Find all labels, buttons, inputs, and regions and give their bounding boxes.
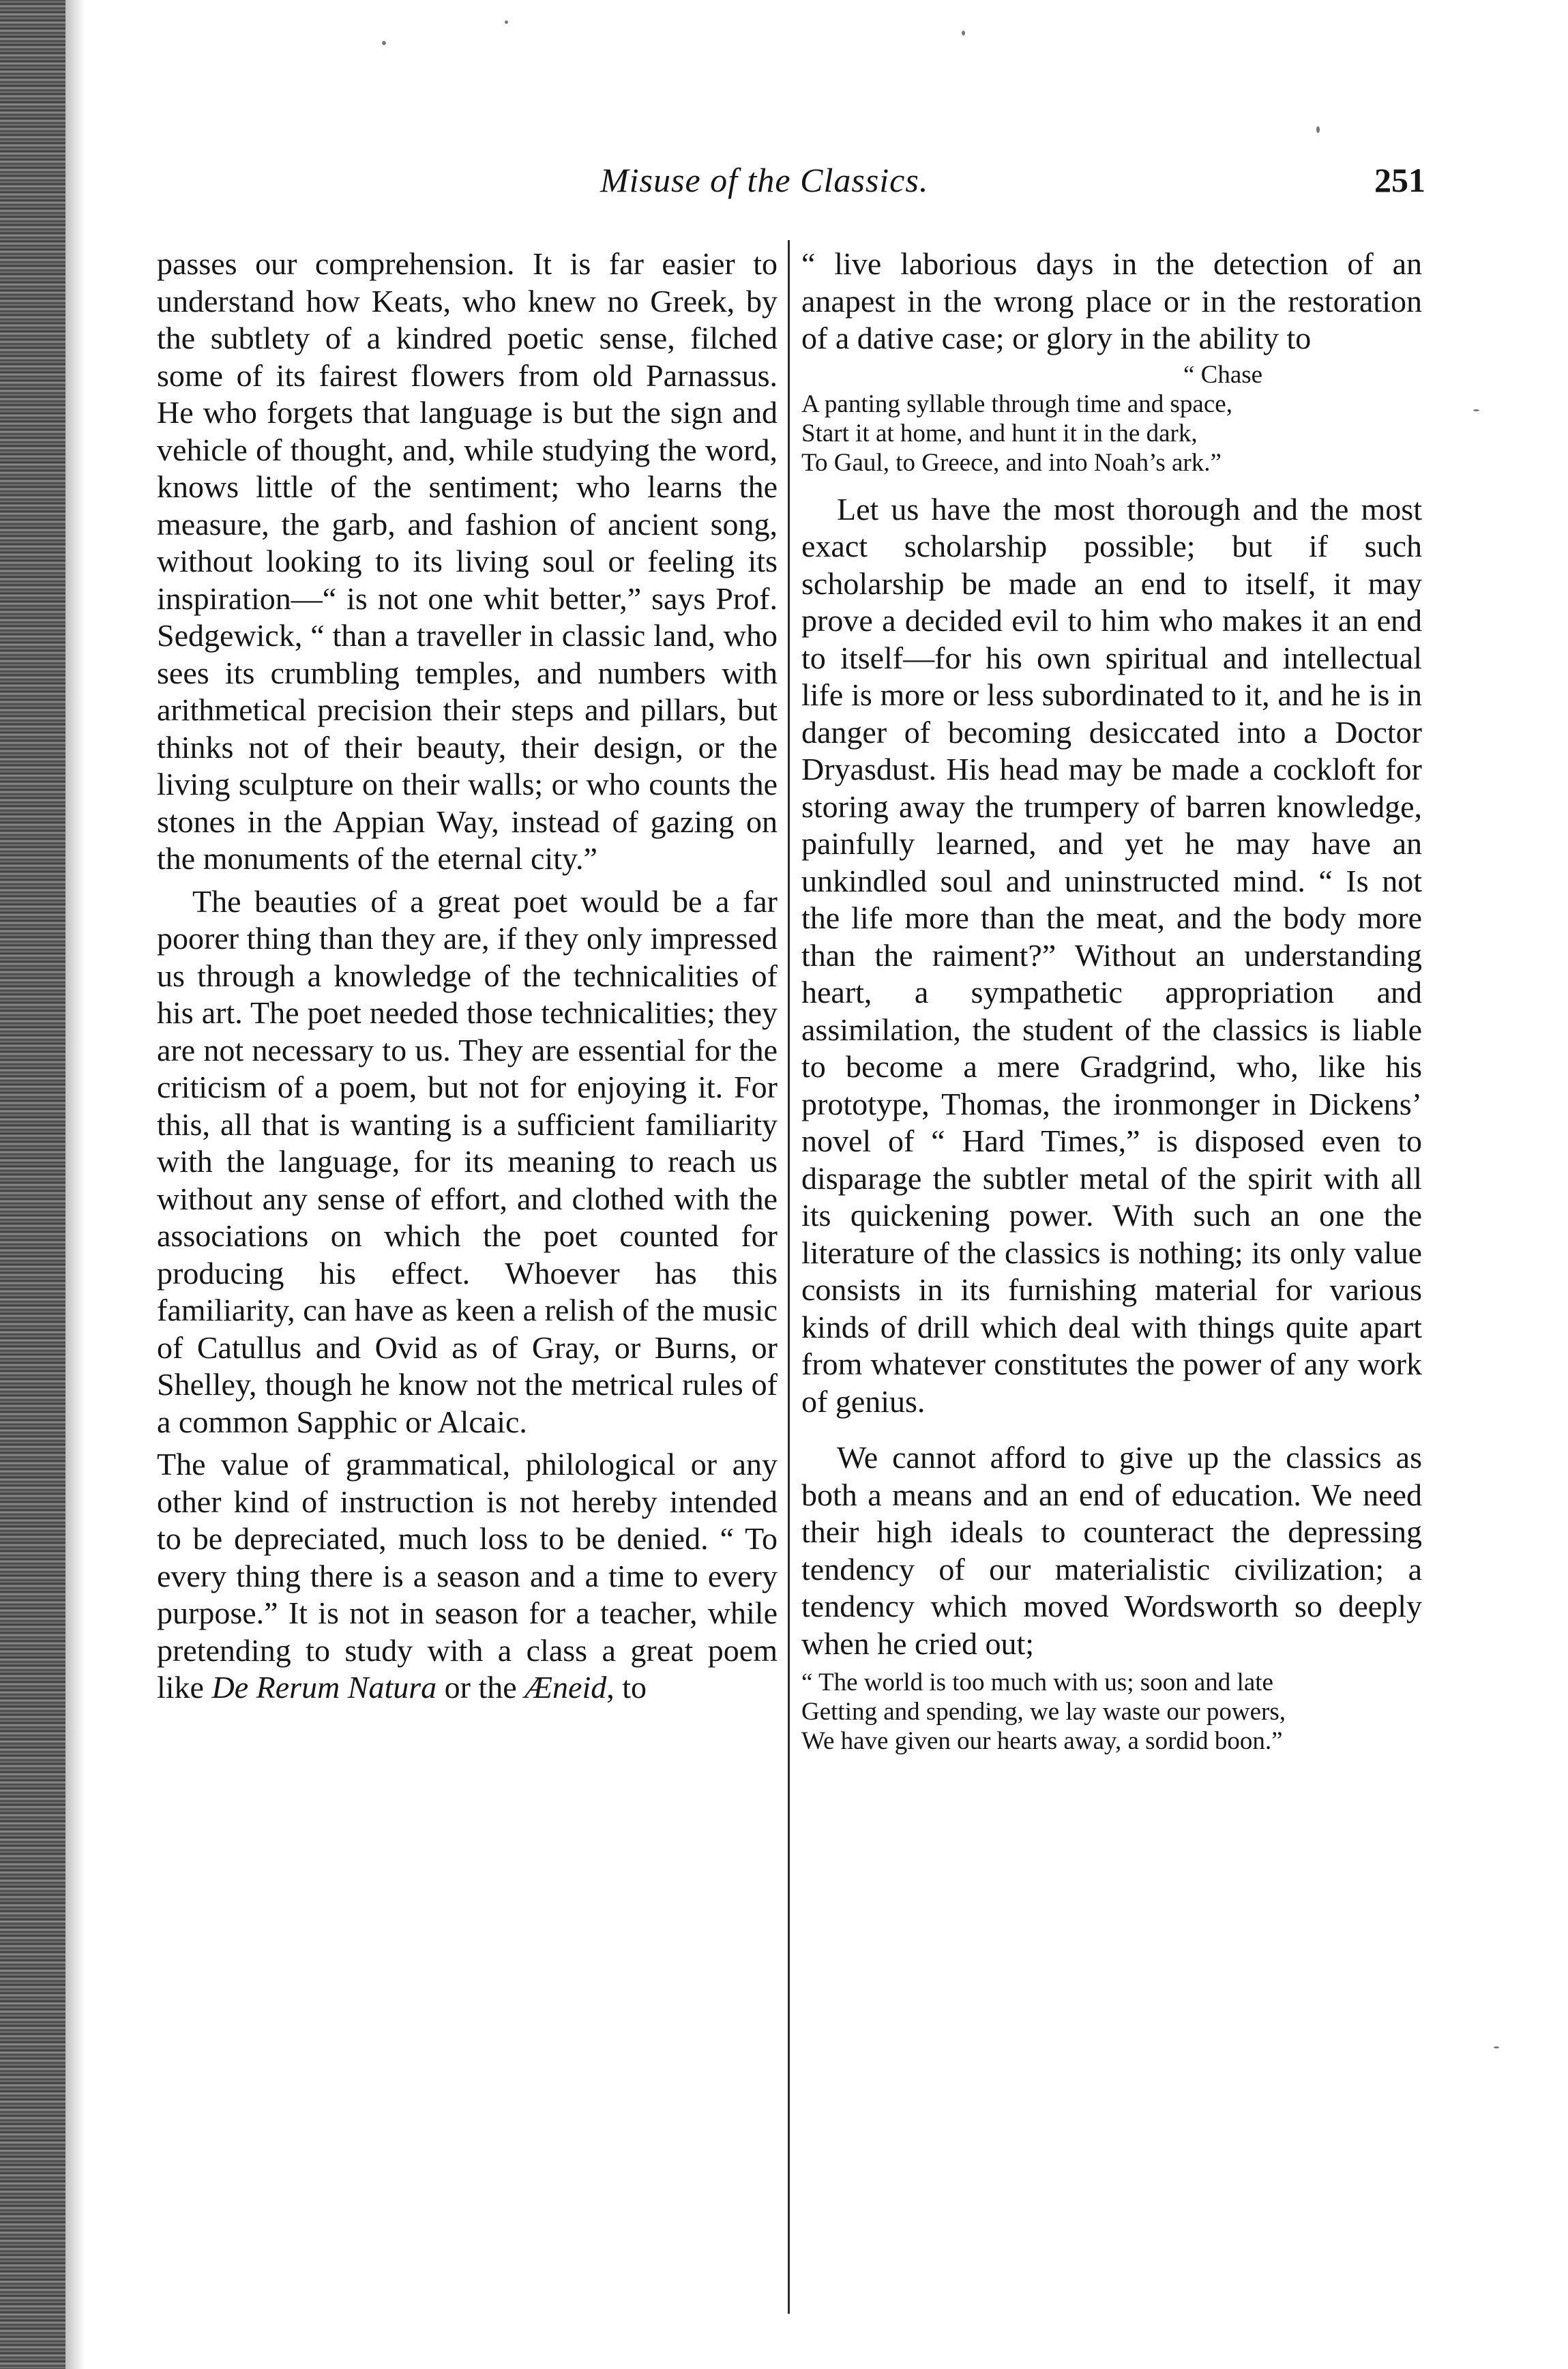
column-divider [788, 240, 790, 2314]
right-column [801, 246, 1422, 1756]
verse-2-line-2: Getting and spending, we lay waste our powers, [801, 1698, 1286, 1726]
verse-1-line-2: A panting syllable through time and space, [801, 389, 1232, 418]
print-speck [1316, 126, 1320, 133]
page-binding-edge [0, 0, 65, 2369]
verse-1-line-1: “ Chase [1183, 360, 1263, 389]
page-number: 251 [1374, 161, 1425, 199]
left-column [157, 246, 778, 1707]
running-head [164, 160, 1425, 215]
left-paragraph-2: The beauties of a great poet would be a far poorer thing than they are, if they only impressed us through a knowledge of the technicalities of his art. The poet needed those technicalities; they are not necessary to us. They are essential for the criticism of a poem, but not for enjoying it. For this, all that is wanting is a sufficient familiarity with the language, for its meaning to reach us without any sense of effort, and clothed with the associations on which the poet counted for producing his effect. Whoever has this familiarity, can have as keen a relish of the music of Catullus and Ovid as of Gray, or Burns, or Shelley, though he know not the metrical rules of a common Sapphic or Alcaic. [157, 883, 778, 1439]
verse-2-line-3: We have given our hearts away, a sordid boon.” [801, 1727, 1283, 1755]
print-speck [505, 20, 508, 24]
right-paragraph-1: “ live laborious days in the detection of an anapest in the wrong place or in the restoration of a dative case; or glory in the ability to [801, 246, 1422, 355]
print-speck [962, 31, 965, 35]
running-title: Misuse of the Classics. [600, 161, 929, 199]
verse-2-line-1: “ The world is too much with us; soon and late [801, 1668, 1273, 1696]
left-paragraph-1: passes our comprehension. It is far easier to understand how Keats, who knew no Greek, by the subtlety of a kindred poetic sense, filched some of its fairest flowers from old Parnassus. He who forgets that language is but the sign and vehicle of thought, and, while studying the word, knows little of the sentiment; who learns the measure, the garb, and fashion of ancient song, without looking to its living soul or feeling its inspiration—“ is not one whit better,” says Prof. Sedgewick, “ than a traveller in classic land, who sees its crumbling temples, and numbers with arithmetical precision their steps and pillars, but thinks not of their beauty, their design, or the living sculpture on their walls; or who counts the stones in the Appian Way, instead of gazing on the monuments of the eternal city.” [157, 246, 778, 876]
book-title-aeneid: Æneid [524, 1670, 607, 1705]
left-paragraph-3 [157, 1446, 778, 1707]
print-speck [1494, 2046, 1499, 2048]
right-paragraph-3: We cannot afford to give up the classics as both a means and an end of education. We need their high ideals to counteract the depressing tendency of our materialistic civilization; a tendency which moved Wordsworth so deeply when he cried out; [801, 1440, 1422, 1661]
left-paragraph-3-text: The value of grammatical, philological or any other kind of instruction is not hereby intended to be depreciated, much loss to be denied. “ To every thing there is a season and a time to every purpose.” It is not in season for a teacher, while pretending to study with a class a great poem like [157, 1447, 778, 1705]
left-paragraph-3-mid: or the [437, 1670, 525, 1705]
book-title-de-rerum-natura: De Rerum Natura [211, 1670, 437, 1705]
verse-quotation-1 [801, 360, 1422, 477]
print-speck [1473, 409, 1479, 411]
print-speck [382, 41, 386, 45]
verse-1-line-3: Start it at home, and hunt it in the dark, [801, 419, 1198, 447]
verse-1-line-4: To Gaul, to Greece, and into Noah’s ark.” [801, 448, 1222, 477]
right-paragraph-2: Let us have the most thorough and the most exact scholarship possible; but if such scholarship be made an end to itself, it may prove a decided evil to him who makes it an end to itself—for his own spiritual and intellectual life is more or less subordinated to it, and he is in danger of becoming desiccated into a Doctor Dryasdust. His head may be made a cockloft for storing away the trumpery of barren knowledge, painfully learned, and yet he may have an unkindled soul and uninstructed mind. “ Is not the life more than the meat, and the body more than the raiment?” Without an understanding heart, a sympathetic appropriation and assimilation, the student of the classics is liable to become a mere Gradgrind, who, like his prototype, Thomas, the ironmonger in Dickens’ novel of “ Hard Times,” is disposed even to disparage the subtler metal of the spirit with all its quickening power. With such an one the literature of the classics is nothing; its only value consists in its furnishing material for various kinds of drill which deal with things quite apart from whatever constitutes the power of any work of genius. [801, 491, 1422, 1419]
left-paragraph-3-end: , to [606, 1670, 647, 1705]
verse-quotation-2 [801, 1668, 1422, 1756]
